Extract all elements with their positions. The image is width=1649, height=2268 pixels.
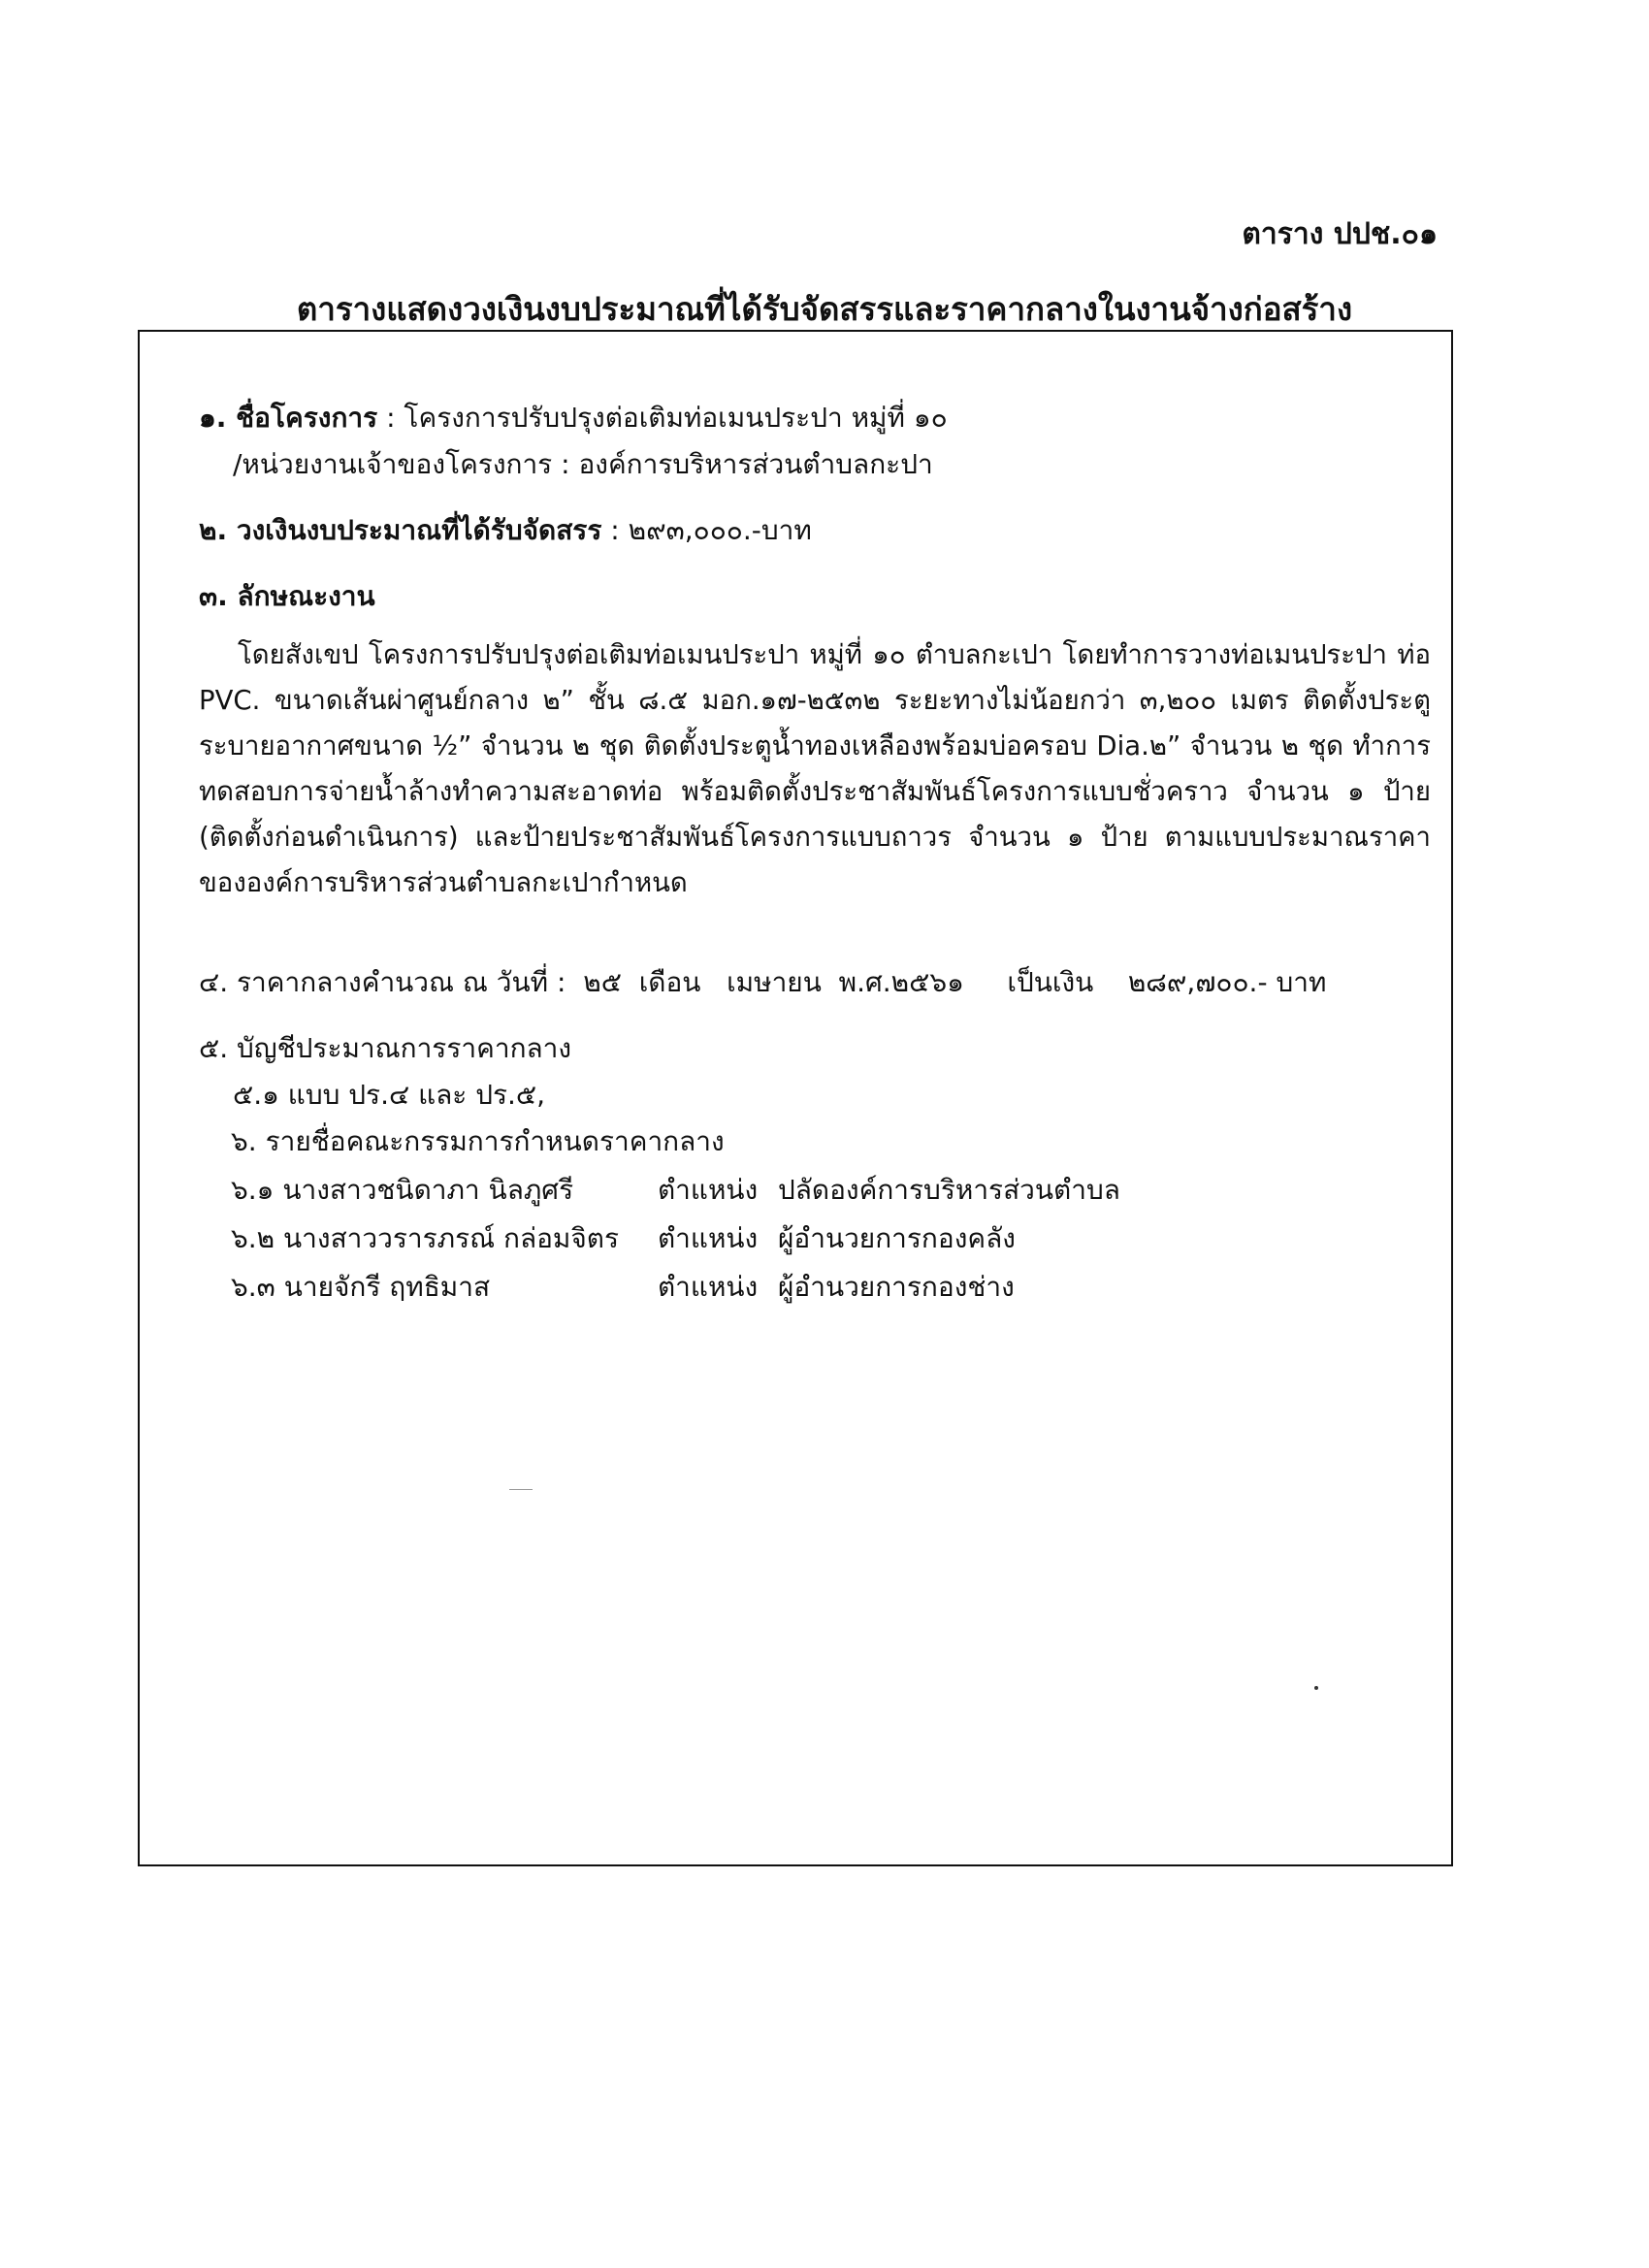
- section-3-description: โดยสังเขป โครงการปรับปรุงต่อเติมท่อเมนประปา หมู่ที่ ๑๐ ตำบลกะเปา โดยทำการวางท่อเมนประปา ท่อ PVC. ขนาดเส้นผ่าศูนย์กลาง ๒” ชั้น ๘.๕ มอก.๑๗-๒๕๓๒ ระยะทางไม่น้อยกว่า ๓,๒๐๐ เมตร ติดตั้งประตูระบายอากาศขนาด ½” จำนวน ๒ ชุด ติดตั้งประตูน้ำทองเหลืองพร้อมบ่อครอบ Dia.๒” จำนวน ๒ ชุด ทำการทดสอบการจ่ายน้ำล้างทำความสะอาดท่อ พร้อมติดตั้งประชาสัมพันธ์โครงการแบบชั่วคราว จำนวน ๑ ป้าย (ติดตั้งก่อนดำเนินการ) และป้ายประชาสัมพันธ์โครงการแบบถาวร จำนวน ๑ ป้าย ตามแบบประมาณราคาขององค์การบริหารส่วนตำบลกะเปากำหนด: [199, 639, 1431, 898]
- committee-member-position: ผู้อำนวยการกองช่าง: [778, 1271, 1015, 1303]
- committee-member-name: ๖.๑ นางสาวชนิดาภา นิลภูศรี: [231, 1174, 574, 1206]
- committee-member-position: ปลัดองค์การบริหารส่วนตำบล: [778, 1174, 1120, 1206]
- committee-member-name: ๖.๒ นางสาววรารภรณ์ กล่อมจิตร: [231, 1222, 620, 1254]
- section-6-label: ๖. รายชื่อคณะกรรมการกำหนดราคากลาง: [231, 1125, 725, 1157]
- committee-member-position-label: ตำแหน่ง: [658, 1174, 759, 1206]
- section-2-budget: [199, 514, 812, 547]
- section-1-value: : โครงการปรับปรุงต่อเติมท่อเมนประปา หมู่ที่ ๑๐: [377, 402, 948, 434]
- section-2-value: : ๒๙๓,๐๐๐.-บาท: [601, 514, 812, 546]
- committee-member-position-label: ตำแหน่ง: [658, 1271, 759, 1303]
- scan-mark: [509, 1489, 533, 1490]
- section-1-project-name: [199, 402, 948, 435]
- section-2-label: ๒. วงเงินงบประมาณที่ได้รับจัดสรร: [199, 514, 602, 546]
- section-1-label: ๑. ชื่อโครงการ: [199, 402, 378, 434]
- form-code: ตาราง ปปช.๐๑: [1242, 217, 1438, 251]
- committee-member-name: ๖.๓ นายจักรี ฤทธิมาส: [231, 1271, 491, 1303]
- section-5-item: ๕.๑ แบบ ปร.๔ และ ปร.๕,: [233, 1079, 546, 1111]
- section-5-label: ๕. บัญชีประมาณการราคากลาง: [199, 1032, 572, 1064]
- committee-member-position-label: ตำแหน่ง: [658, 1222, 759, 1254]
- document-title-text: ตารางแสดงวงเงินงบประมาณที่ได้รับจัดสรรและราคากลางในงานจ้างก่อสร้าง: [297, 290, 1352, 332]
- section-1-agency: /หน่วยงานเจ้าของโครงการ : องค์การบริหารส่วนตำบลกะปา: [233, 448, 933, 480]
- document-title: [0, 283, 1649, 335]
- section-4-median-price: ๔. ราคากลางคำนวณ ณ วันที่ : ๒๕ เดือน เมษายน พ.ศ.๒๕๖๑ เป็นเงิน ๒๘๙,๗๐๐.- บาท: [199, 966, 1327, 998]
- section-3-label: ๓. ลักษณะงาน: [199, 580, 375, 612]
- scan-dot: [1314, 1686, 1318, 1690]
- committee-member-position: ผู้อำนวยการกองคลัง: [778, 1222, 1016, 1254]
